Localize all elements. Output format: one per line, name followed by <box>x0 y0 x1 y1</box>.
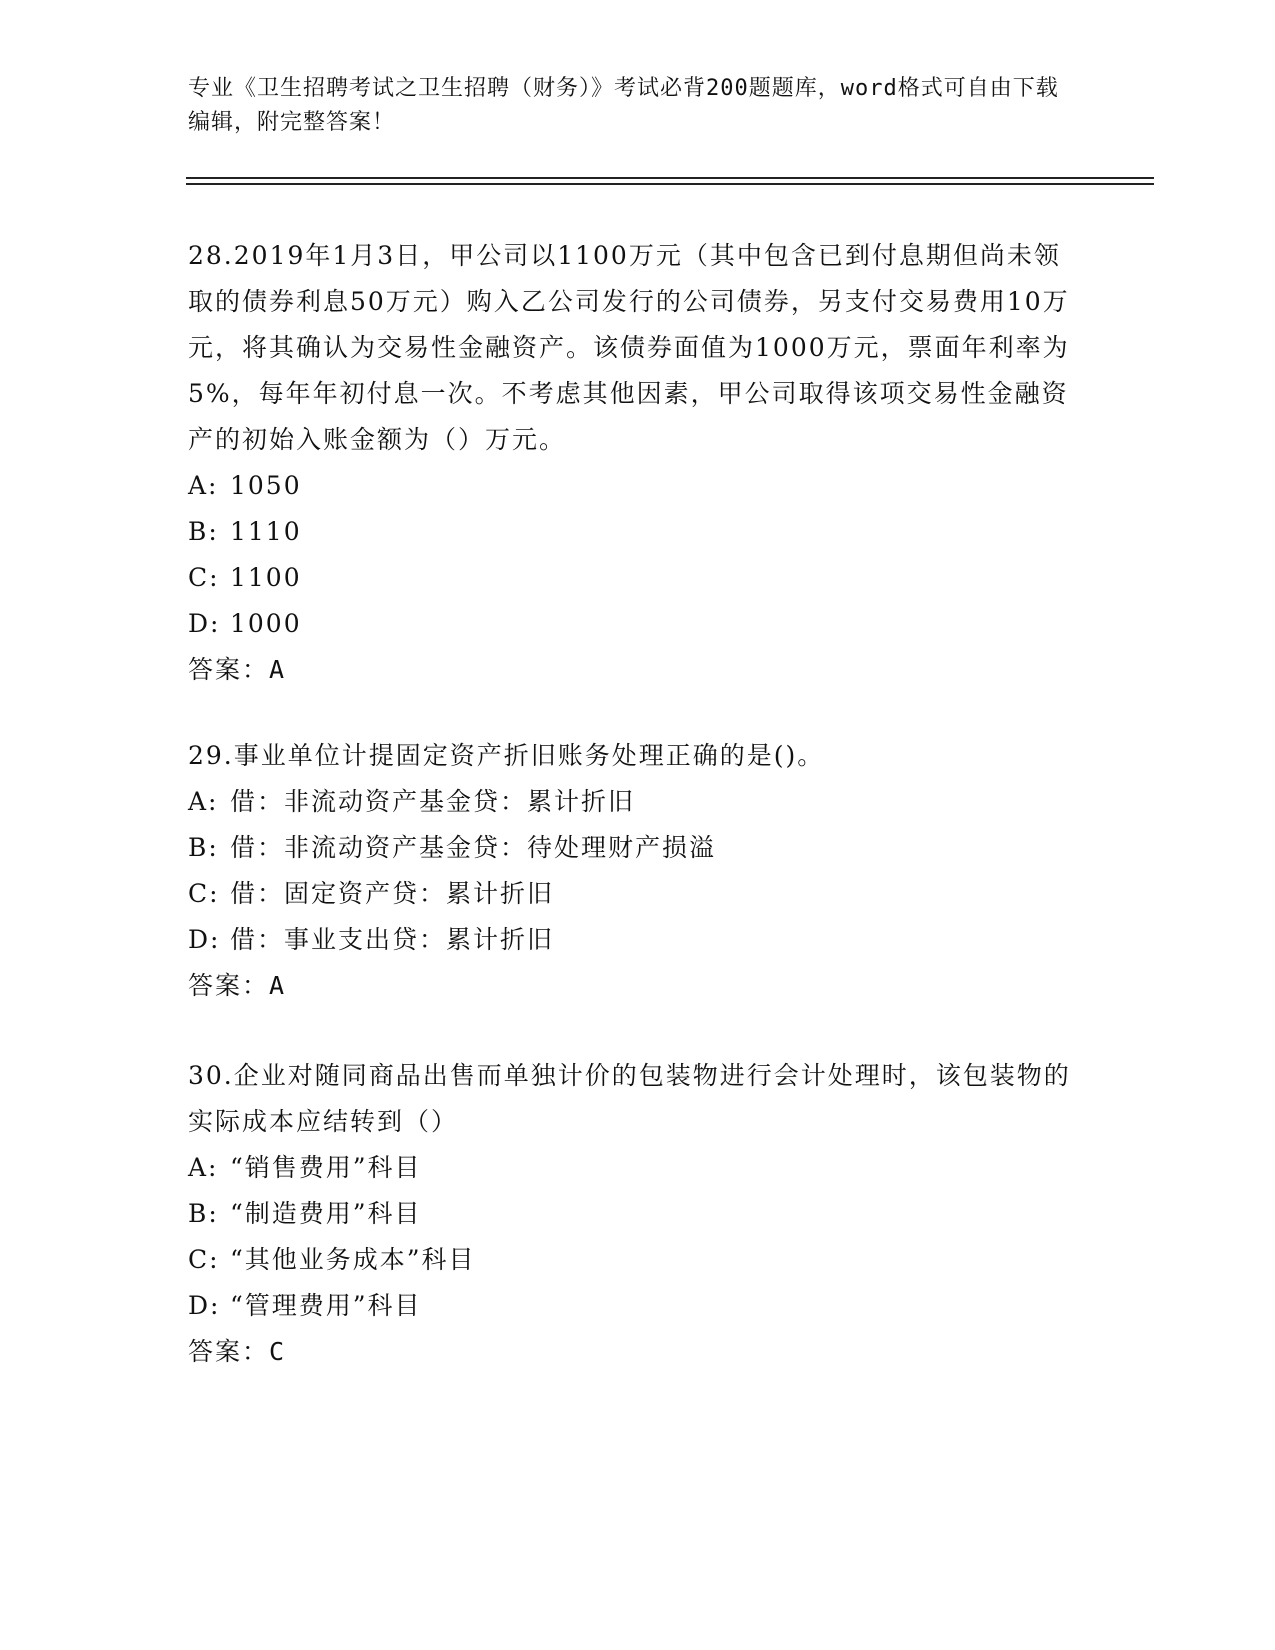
question-stem: 30.企业对随同商品出售而单独计价的包装物进行会计处理时，该包装物的实际成本应结转到（） <box>188 1061 1071 1136</box>
option-d <box>188 601 1078 647</box>
option-a <box>188 463 1078 509</box>
option-text: 1050 <box>230 471 302 500</box>
option-c <box>188 555 1078 601</box>
option-d <box>188 917 1078 963</box>
option-b <box>188 1191 1078 1237</box>
answer-line: 答案：C <box>188 1337 287 1366</box>
answer-line: 答案：A <box>188 655 287 684</box>
option-text: “制造费用”科目 <box>230 1199 422 1228</box>
option-letter: C: <box>188 1245 220 1274</box>
question-28 <box>188 233 1078 693</box>
option-text: 1000 <box>230 609 302 638</box>
option-letter: B: <box>188 517 219 546</box>
option-text: “其他业务成本”科目 <box>230 1245 476 1274</box>
option-letter: C: <box>188 563 220 592</box>
option-letter: A: <box>188 471 219 500</box>
option-letter: B: <box>188 833 219 862</box>
question-29 <box>188 733 1078 1009</box>
option-text: “管理费用”科目 <box>230 1291 422 1320</box>
question-stem: 29.事业单位计提固定资产折旧账务处理正确的是()。 <box>188 741 825 770</box>
option-b <box>188 825 1078 871</box>
option-text: “销售费用”科目 <box>230 1153 422 1182</box>
document-header: 专业《卫生招聘考试之卫生招聘（财务）》考试必背200题题库，word格式可自由下载编辑，附完整答案！ <box>188 76 1059 135</box>
option-letter: C: <box>188 879 220 908</box>
option-letter: D: <box>188 609 221 638</box>
header-divider-bottom <box>186 183 1154 185</box>
option-letter: D: <box>188 1291 221 1320</box>
option-letter: B: <box>188 1199 219 1228</box>
option-text: 借：非流动资产基金贷：累计折旧 <box>230 787 636 816</box>
option-letter: D: <box>188 925 221 954</box>
option-text: 借：固定资产贷：累计折旧 <box>230 879 555 908</box>
option-letter: A: <box>188 1153 219 1182</box>
answer-line: 答案：A <box>188 971 287 1000</box>
option-text: 1110 <box>230 517 302 546</box>
option-a <box>188 779 1078 825</box>
question-stem: 28.2019年1月3日，甲公司以1100万元（其中包含已到付息期但尚未领取的债券利息50万元）购入乙公司发行的公司债券，另支付交易费用10万元，将其确认为交易性金融资产。该债券面值为1000万元，票面年利率为5%，每年年初付息一次。不考虑其他因素，甲公司取得该项交易性金融资产的初始入账金额为（）万元。 <box>188 241 1070 454</box>
option-a <box>188 1145 1078 1191</box>
option-text: 借：事业支出贷：累计折旧 <box>230 925 555 954</box>
option-letter: A: <box>188 787 219 816</box>
option-c <box>188 871 1078 917</box>
option-c <box>188 1237 1078 1283</box>
option-b <box>188 509 1078 555</box>
option-text: 借：非流动资产基金贷：待处理财产损溢 <box>230 833 717 862</box>
option-d <box>188 1283 1078 1329</box>
question-30 <box>188 1053 1078 1375</box>
option-text: 1100 <box>230 563 302 592</box>
header-divider-top <box>186 177 1154 179</box>
